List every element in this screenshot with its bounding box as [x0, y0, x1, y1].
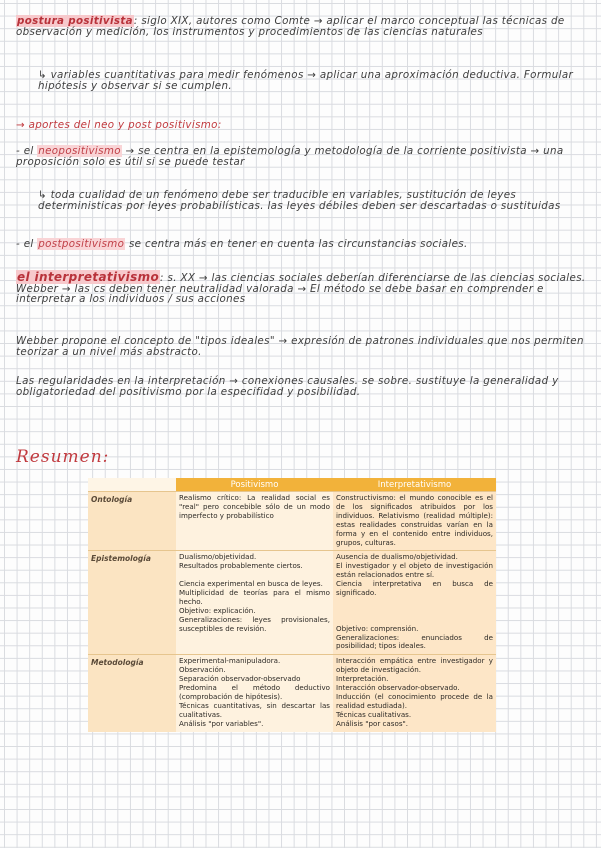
header-blank [88, 478, 176, 492]
note-paragraph-cualidad: ↳ toda cualidad de un fenómeno debe ser traducible en variables, sustitución de leyes deterministicas por leyes probabilísticas. las leyes débiles deben ser descartadas o sustituidas [38, 189, 561, 212]
term-neopositivismo: neopositivismo [38, 145, 121, 157]
cell-line: Objetivo: comprensión. [336, 623, 419, 633]
cell-line: Objetivo: explicación. [179, 605, 256, 615]
cell-positivismo [176, 492, 333, 551]
cell-line: Resultados probablemente ciertos. [179, 561, 303, 571]
cell-interpretativismo [333, 655, 496, 732]
cell-line [336, 607, 493, 616]
note-paragraph-variables: ↳ variables cuantitativas para medir fenómenos → aplicar una aproximación deductiva. Formular hipótesis y observar si se cumplen. [38, 69, 574, 92]
cell-line: Interpretación. [336, 674, 389, 684]
cell-line: Interacción observador-observado. [336, 683, 460, 693]
cell-interpretativismo [333, 551, 496, 655]
note-paragraph-positivism: postura positivista: siglo XIX, autores como Comte → aplicar el marco conceptual las técnicas de observación y medición, los instrumentos y procedimientos de las ciencias naturales [16, 15, 565, 38]
heading-interpretativismo: el interpretativismo [17, 270, 160, 284]
cell-line: Constructivismo: el mundo conocible es el de los significados atribuidos por los individuos. Relativismo (realidad múltiple): estas realidades construidas varían en la forma y en el contenido entre individuos, grupos, culturas. [336, 493, 493, 547]
note-paragraph-interpretativismo: el interpretativismo: s. XX → las ciencias sociales deberían diferenciarse de las ciencias sociales. Webber → las cs deben tener neutralidad valorada → El método se debe basar en comprender e interpretar a los individuos / sus acciones [16, 270, 586, 306]
cell-line: Técnicas cuantitativas, sin descartar las cualitativas. [179, 700, 330, 719]
cell-line: Análisis "por casos". [336, 718, 409, 728]
cell-line: Predomina el método deductivo (comprobación de hipótesis). [179, 683, 330, 701]
term-postpositivismo: postpositivismo [38, 238, 125, 250]
cell-line: Interacción empática entre investigador y objeto de investigación. [336, 656, 493, 675]
cell-line: Técnicas cualitativas. [336, 709, 412, 719]
table-row [88, 655, 496, 732]
cell-line: Ciencia interpretativa en busca de significado. [336, 579, 493, 598]
row-category: Epistemología [88, 551, 176, 655]
note-paragraph-neopositivismo: - el neopositivismo → se centra en la epistemología y metodología de la corriente positivista → una proposición solo es útil si se puede testar [16, 145, 564, 168]
heading-postura-positivista: postura positivista [17, 15, 133, 27]
table-row [88, 551, 496, 655]
cell-line: Experimental-manipuladora. [179, 656, 281, 666]
cell-line: Separación observador-observado [179, 674, 301, 684]
note-paragraph-webber: Webber propone el concepto de "tipos ideales" → expresión de patrones individuales que nos permiten teorizar a un nivel más abstracto. [16, 335, 584, 358]
header-positivismo: Positivismo [176, 478, 333, 492]
cell-line: Observación. [179, 665, 226, 675]
summary-table [88, 478, 496, 732]
row-category: Metodología [88, 655, 176, 732]
cell-line: Inducción (el conocimiento procede de la realidad estudiada). [336, 691, 493, 710]
cell-positivismo [176, 655, 333, 732]
summary-title: Resumen: [16, 447, 110, 467]
cell-line: Generalizaciones: leyes provisionales, susceptibles de revisión. [179, 614, 330, 633]
cell-interpretativismo [333, 492, 496, 551]
cell-positivismo [176, 551, 333, 655]
table-row [88, 492, 496, 551]
note-aportes: → aportes del neo y post positivismo: [16, 119, 222, 131]
header-interpretativismo: Interpretativismo [333, 478, 496, 492]
cell-line: Generalizaciones: enunciados de posibilidad; tipos ideales. [336, 632, 493, 651]
note-paragraph-regularidades: Las regularidades en la interpretación → conexiones causales. se sobre. sustituye la generalidad y obligatoriedad del positivismo por la especifidad y posibilidad. [16, 375, 559, 398]
cell-line: Multiplicidad de teorías para el mismo hecho. [179, 588, 330, 606]
cell-line: Ausencia de dualismo/objetividad. [336, 552, 458, 562]
cell-line: Ciencia experimental en busca de leyes. [179, 579, 323, 589]
row-category: Ontología [88, 492, 176, 551]
cell-line: Dualismo/objetividad. [179, 552, 257, 562]
note-paragraph-postpositivismo: - el postpositivismo se centra más en tener en cuenta las circunstancias sociales. [16, 238, 468, 250]
cell-line: El investigador y el objeto de investigación están relacionados entre sí. [336, 561, 493, 580]
cell-line [336, 598, 493, 607]
cell-line: Análisis "por variables". [179, 718, 264, 728]
cell-line: Realismo crítico: La realidad social es "real" pero concebible sólo de un modo imperfecto y probabilístico [179, 493, 330, 520]
